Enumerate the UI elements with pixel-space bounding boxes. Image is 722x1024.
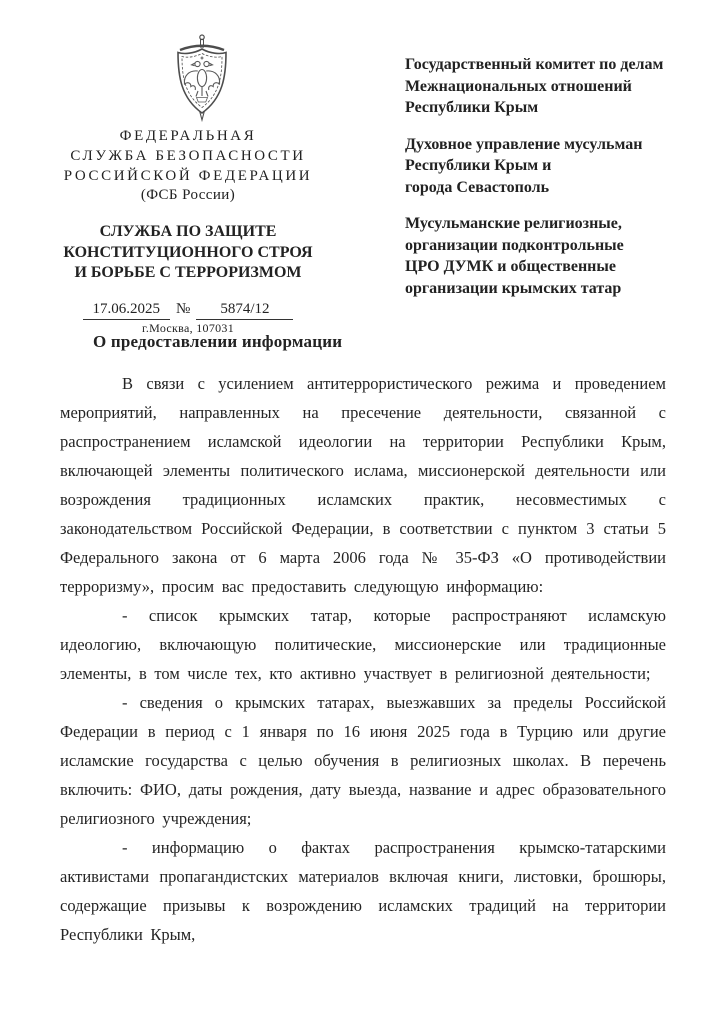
recipient-line: Республики Крым	[405, 99, 539, 116]
recipient-line: Государственный комитет по делам	[405, 56, 664, 73]
subject-line: О предоставлении информации	[93, 332, 343, 351]
issuer-division	[58, 222, 318, 284]
division-line: КОНСТИТУЦИОННОГО СТРОЯ	[63, 243, 313, 261]
number-sign: №	[176, 300, 191, 317]
issuer-org-line: РОССИЙСКОЙ ФЕДЕРАЦИИ	[63, 168, 313, 184]
recipient-block	[405, 213, 710, 299]
recipient-line: Республики Крым и	[405, 157, 552, 174]
city-line: г.Москва, 107031	[141, 320, 235, 335]
recipient-line: Духовное управление мусульман	[405, 135, 643, 153]
division-line: СЛУЖБА ПО ЗАЩИТЕ	[99, 223, 277, 240]
recipient-line: Межнациональных отношений	[405, 77, 632, 95]
fsb-emblem-icon	[165, 34, 239, 122]
letter-body	[60, 369, 666, 949]
recipient-line: ЦРО ДУМК и общественные	[405, 258, 616, 275]
recipient-line: города Севастополь	[405, 178, 550, 196]
body-paragraph: В связи с усилением антитеррористического режима и проведением мероприятий, направленных на пресечение деятельности, связанной с распространением исламской идеологии на территории Республики Крым, включающей элементы политического ислама, миссионерской деятельности или возрождения традиционных исламских практик, несовместимых с законодательством Российской Федерации, в соответствии с пунктом 3 статьи 5 Федерального закона от 6 марта 2006 года № 35-ФЗ «О противодействии терроризму», просим вас предоставить следующую информацию:	[60, 374, 666, 596]
letter-date: 17.06.2025	[83, 301, 171, 320]
issuer-org-line: ФЕДЕРАЛЬНАЯ	[119, 128, 257, 144]
body-paragraph: - информацию о фактах распространения крымско-татарскими активистами пропагандистских материалов включая книги, листовки, брошюры, содержащие призывы к возрождению исламских традиций на территории Республики Крым,	[60, 838, 666, 944]
recipient-line: организации крымских татар	[405, 279, 622, 297]
issuer-org-line: СЛУЖБА БЕЗОПАСНОСТИ	[70, 148, 306, 164]
emblem-wrap	[72, 34, 332, 122]
recipients-column	[405, 54, 710, 314]
reference-row	[58, 301, 318, 320]
issuer-org-short: (ФСБ России)	[140, 187, 236, 203]
recipient-line: Мусульманские религиозные,	[405, 215, 622, 232]
letter-number: 5874/12	[196, 301, 293, 320]
recipient-line: организации подконтрольные	[405, 236, 624, 254]
body-paragraph: - сведения о крымских татарах, выезжавших за пределы Российской Федерации в период с 1 января по 16 июня 2025 года в Турцию или другие исламские государства с целью обучения в религиозных школах. В перечень включить: ФИО, даты рождения, дату выезда, название и адрес образовательного религиозного учреждения;	[60, 693, 666, 828]
body-paragraph: - список крымских татар, которые распространяют исламскую идеологию, включающую политические, миссионерские или традиционные элементы, в том числе тех, кто активно участвует в религиозной деятельности;	[60, 606, 666, 683]
issuer-letterhead	[58, 34, 318, 335]
division-line: И БОРЬБЕ С ТЕРРОРИЗМОМ	[74, 264, 302, 281]
recipient-block	[405, 54, 710, 119]
recipient-block	[405, 134, 710, 199]
